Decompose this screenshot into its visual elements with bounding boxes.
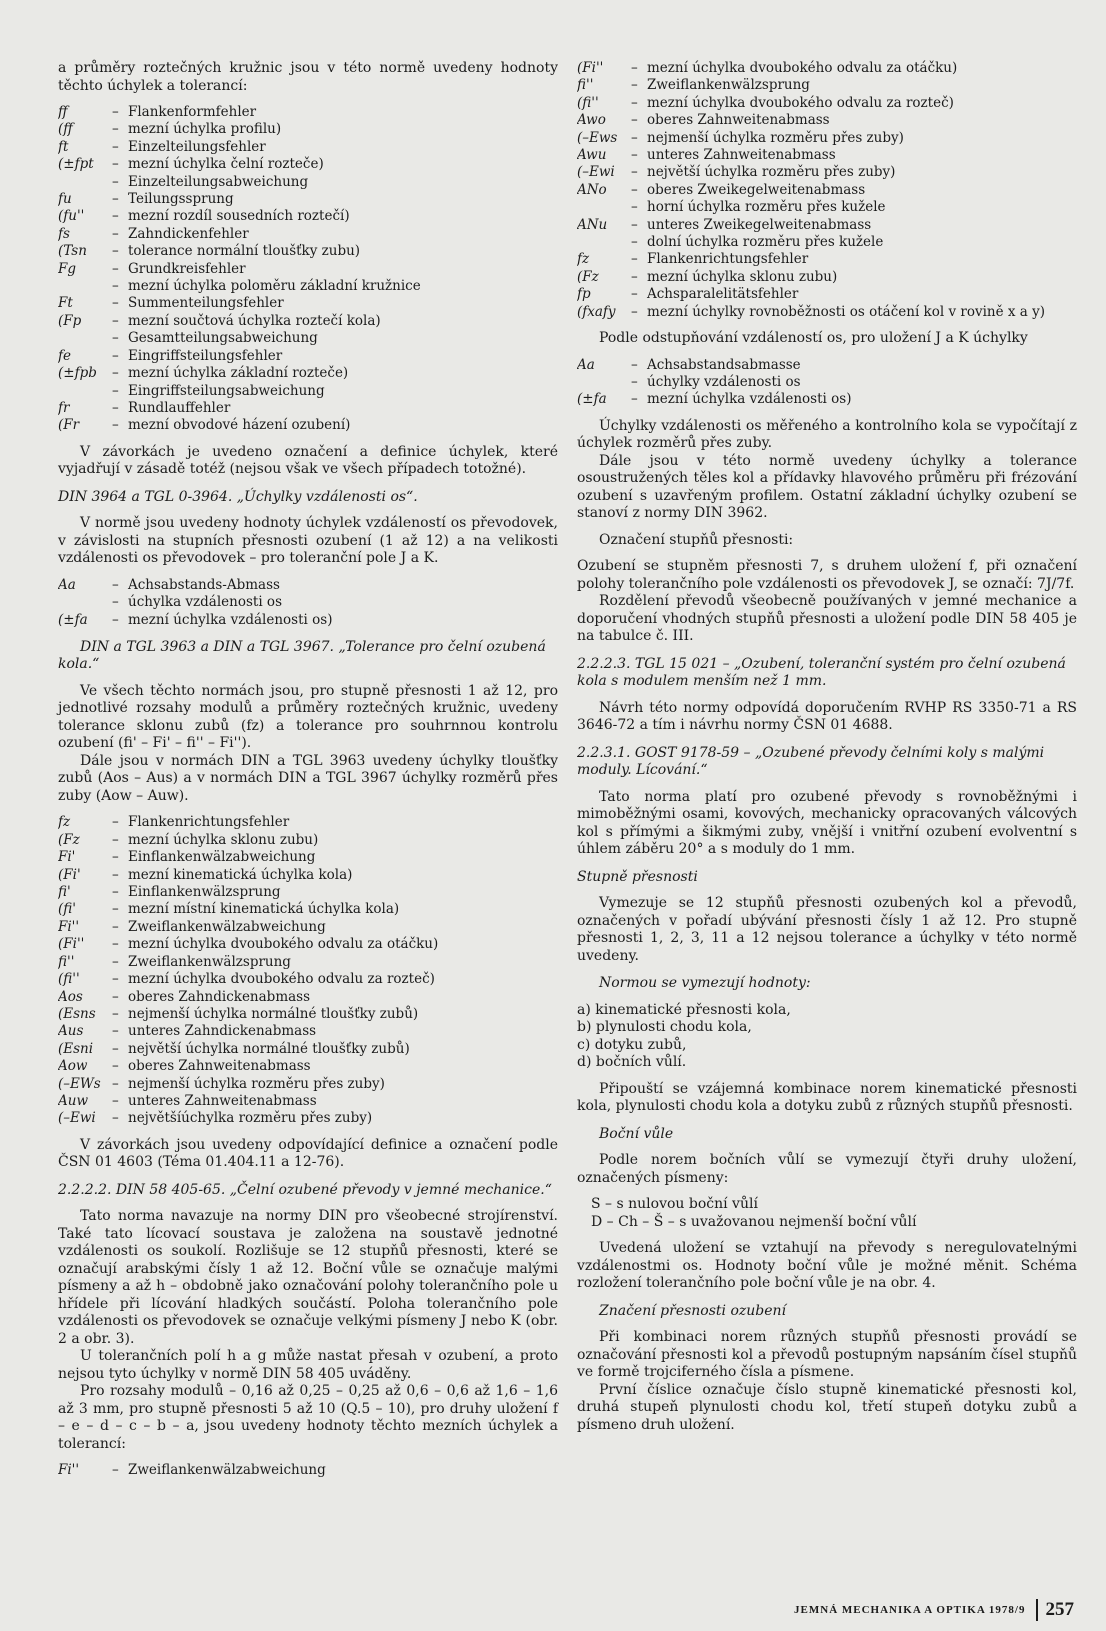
definition-text: úchylka vzdálenosti os — [128, 594, 282, 611]
definition-row — [58, 1110, 558, 1127]
definition-text: Summenteilungsfehler — [128, 295, 284, 312]
definition-text: mezní úchylky rovnoběžnosti os otáčení kol v rovině x a y) — [647, 303, 1046, 320]
dash-separator: – — [112, 1110, 119, 1127]
definition-text: nejmenší úchylka rozměru přes zuby) — [647, 129, 904, 146]
dash-separator: – — [112, 417, 119, 434]
definition-row — [577, 147, 1077, 164]
deviation-list-2 — [58, 577, 558, 629]
definition-text: Flankenrichtungsfehler — [128, 814, 290, 831]
definition-row — [58, 383, 558, 400]
dash-separator: – — [112, 347, 119, 364]
definition-text: Zweiflankenwälzabweichung — [128, 918, 326, 935]
symbol: Fg — [58, 260, 77, 277]
symbol: fi'' — [58, 953, 75, 970]
symbol: fz — [58, 814, 71, 831]
symbol: (fi'' — [577, 94, 599, 111]
deviation-list-3 — [58, 814, 558, 1127]
dash-separator: – — [112, 365, 119, 382]
definition-text: nejmenší úchylka normálné tloušťky zubů) — [128, 1005, 419, 1022]
dash-separator: – — [112, 918, 119, 935]
paragraph: Ve všech těchto normách jsou, pro stupně přesnosti 1 až 12, pro jednotlivé rozsahy modulů a průměry roztečných kružnic, uvedeny tolerance sklonu zubů (fz) a tolerance pro souhrnnou kontrolu ozubení (fi' – Fi' – fi'' – Fi''). — [58, 682, 558, 752]
symbol: (Fi'' — [58, 936, 85, 953]
symbol: fu — [58, 191, 72, 208]
dash-separator: – — [631, 94, 638, 111]
definition-text: mezní úchylka dvoubokého odvalu za rozteč) — [647, 94, 954, 111]
definition-row — [577, 374, 1077, 391]
list-item: S – s nulovou boční vůlí — [591, 1196, 758, 1213]
section-heading: 2.2.2.2. DIN 58 405-65. „Čelní ozubené převody v jemné mechanice.“ — [58, 1181, 552, 1198]
dash-separator: – — [631, 268, 638, 285]
dash-separator: – — [112, 104, 119, 120]
dash-separator: – — [631, 199, 638, 216]
symbol: (fi'' — [58, 971, 80, 988]
dash-separator: – — [631, 216, 638, 233]
symbol: Fi'' — [58, 1462, 80, 1479]
definition-text: mezní úchylka vzdálenosti os) — [647, 391, 852, 408]
dash-separator: – — [112, 849, 119, 866]
definition-row — [577, 77, 1077, 94]
definition-text: mezní rozdíl sousedních roztečí) — [128, 208, 350, 225]
dash-separator: – — [112, 243, 119, 260]
definition-row — [58, 139, 558, 156]
value-list — [577, 1002, 1077, 1072]
definition-text: Rundlauffehler — [128, 399, 231, 416]
definition-row — [58, 243, 558, 260]
definition-row — [58, 884, 558, 901]
dash-separator: – — [112, 814, 119, 831]
definition-text: Zahndickenfehler — [128, 225, 249, 242]
definition-text: úchylky vzdálenosti os — [647, 374, 801, 390]
symbol: (–Ews — [577, 129, 618, 146]
symbol: Awu — [577, 147, 607, 164]
definition-text: oberes Zahnweitenabmass — [128, 1058, 311, 1075]
section-heading: Boční vůle — [599, 1125, 674, 1142]
symbol: (Fp — [58, 312, 82, 329]
list-item: d) bočních vůlí. — [577, 1054, 687, 1071]
symbol: (fxafy — [577, 303, 616, 320]
symbol: fz — [577, 251, 590, 268]
definition-row — [58, 208, 558, 225]
definition-text: mezní kinematická úchylka kola) — [128, 866, 353, 883]
definition-text: Flankenformfehler — [128, 104, 257, 120]
symbol — [577, 234, 631, 251]
definition-text: mezní úchylka poloměru základní kružnice — [128, 278, 421, 295]
definition-row — [58, 612, 558, 629]
list-item: c) dotyku zubů, — [577, 1036, 687, 1053]
symbol: fp — [577, 286, 591, 303]
definition-row — [58, 400, 558, 417]
symbol: (Fz — [58, 831, 80, 848]
deviation-list-1 — [58, 104, 558, 435]
paragraph: V závorkách jsou uvedeny odpovídající definice a označení podle ČSN 01 4603 (Téma 01.404.11 a 12-76). — [58, 1136, 558, 1171]
symbol: ANo — [577, 181, 607, 198]
section-heading: 2.2.3.1. GOST 9178-59 – „Ozubené převody čelními koly s malými moduly. Lícování.“ — [577, 744, 1045, 779]
definition-row — [577, 112, 1077, 129]
symbol: (Esni — [58, 1040, 94, 1057]
definition-row — [58, 1462, 558, 1479]
paragraph: Označení stupňů přesnosti: — [599, 531, 794, 548]
symbol: (Fr — [58, 417, 80, 434]
dash-separator: – — [112, 936, 119, 953]
dash-separator: – — [112, 594, 119, 611]
definition-text: mezní úchylka sklonu zubu) — [128, 831, 319, 848]
definition-text: mezní úchylka čelní rozteče) — [128, 156, 324, 173]
symbol: (Esns — [58, 1005, 96, 1022]
definition-row — [58, 365, 558, 382]
definition-row — [577, 269, 1077, 286]
definition-text: Teilungssprung — [128, 191, 234, 208]
definition-row — [58, 849, 558, 866]
definition-text: Grundkreisfehler — [128, 260, 246, 277]
definition-row — [577, 234, 1077, 251]
symbol: (–Ewi — [577, 164, 615, 181]
definition-text: Achsabstandsabmasse — [647, 356, 801, 373]
dash-separator: – — [631, 286, 638, 303]
definition-text: unteres Zahndickenabmass — [128, 1023, 317, 1040]
definition-row — [58, 348, 558, 365]
deviation-list-6 — [577, 357, 1077, 409]
dash-separator: – — [112, 884, 119, 901]
definition-row — [58, 226, 558, 243]
dash-separator: – — [112, 138, 119, 155]
symbol: (Tsn — [58, 243, 87, 260]
definition-row — [58, 1076, 558, 1093]
dash-separator: – — [112, 1005, 119, 1022]
dash-separator: – — [112, 988, 119, 1005]
dash-separator: – — [631, 391, 638, 408]
paragraph: Ozubení se stupněm přesnosti 7, s druhem uložení f, při označení polohy tolerančního pole vzdálenosti os převodovek J, se označí: 7J/7f. — [577, 558, 1077, 592]
section-heading: Stupně přesnosti — [577, 868, 698, 885]
definition-row — [58, 919, 558, 936]
symbol: ft — [58, 138, 69, 155]
definition-row — [58, 1023, 558, 1040]
paragraph: V závorkách je uvedeno označení a definice úchylek, které vyjadřují v zásadě totéž (nejsou však ve všech případech totožné). — [58, 443, 558, 478]
definition-text: mezní obvodové házení ozubení) — [128, 417, 351, 434]
footer-divider — [1036, 1599, 1038, 1621]
definition-row — [58, 954, 558, 971]
definition-row — [58, 121, 558, 138]
definition-row — [58, 156, 558, 173]
definition-row — [58, 989, 558, 1006]
dash-separator: – — [112, 382, 119, 399]
symbol: fr — [58, 399, 70, 416]
definition-text: oberes Zahndickenabmass — [128, 988, 311, 1005]
definition-row — [58, 191, 558, 208]
symbol: Ft — [58, 295, 73, 312]
definition-text: největší úchylka normálné tloušťky zubů) — [128, 1040, 410, 1057]
dash-separator: – — [631, 164, 638, 181]
definition-text: mezní místní kinematická úchylka kola) — [128, 901, 400, 918]
definition-text: Einzelteilungsabweichung — [128, 173, 309, 190]
paragraph: U tolerančních polí h a g může nastat přesah v ozubení, a proto nejsou tyto úchylky v normě DIN 58 405 uváděny. — [58, 1348, 558, 1382]
definition-row — [577, 182, 1077, 199]
paragraph: Podle norem bočních vůlí se vymezují čtyři druhy uložení, označených písmeny: — [577, 1152, 1077, 1186]
definition-row — [58, 417, 558, 434]
dash-separator: – — [112, 1075, 119, 1092]
dash-separator: – — [631, 147, 638, 164]
definition-row — [58, 936, 558, 953]
right-column — [577, 60, 1077, 1443]
definition-row — [577, 130, 1077, 147]
section-heading: 2.2.2.3. TGL 15 021 – „Ozubení, toleranční systém pro čelní ozubená kola s modulem menším než 1 mm. — [577, 655, 1066, 690]
definition-row — [58, 901, 558, 918]
definition-row — [58, 278, 558, 295]
paragraph: V normě jsou uvedeny hodnoty úchylek vzdáleností os převodovek, v závislosti na stupních přesnosti ozubení (1 až 12) a na velikosti vzdálenosti os převodovek – pro toleranční pole J a K. — [58, 515, 558, 567]
definition-row — [577, 164, 1077, 181]
dash-separator: – — [631, 112, 638, 129]
symbol: (–EWs — [58, 1075, 101, 1092]
definition-text: Eingriffsteilungsabweichung — [128, 382, 325, 399]
paragraph: Dále jsou v této normě uvedeny úchylky a tolerance osoustružených těles kol a přídavky hlavového průměru při frézování ozubení s uzavřeným profilem. Ostatní základní úchylky ozubení se stanoví z normy DIN 3962. — [577, 452, 1077, 522]
definition-text: mezní úchylka dvoubokého odvalu za otáčku) — [128, 936, 439, 953]
paragraph: Pro rozsahy modulů – 0,16 až 0,25 – 0,25 až 0,6 – 0,6 až 1,6 – 1,6 až 3 mm, pro stupně přesnosti 5 až 10 (Q.5 – 10), pro druhy uložení f – e – d – c – b – a, jsou uvedeny hodnoty těchto mezních úchylek a tolerancí: — [58, 1383, 558, 1452]
dash-separator: – — [112, 225, 119, 242]
definition-row — [58, 261, 558, 278]
dash-separator: – — [112, 831, 119, 848]
paragraph: Podle odstupňování vzdáleností os, pro uložení J a K úchylky — [599, 330, 1028, 347]
deviation-list-5 — [577, 60, 1077, 321]
dash-separator: – — [631, 303, 638, 320]
dash-separator: – — [112, 1023, 119, 1040]
definition-text: dolní úchylka rozměru přes kužele — [647, 234, 884, 251]
definition-text: horní úchylka rozměru přes kužele — [647, 199, 886, 216]
definition-row — [58, 174, 558, 191]
definition-row — [58, 1006, 558, 1023]
definition-row — [58, 1058, 558, 1075]
symbol: fi'' — [577, 77, 594, 94]
definition-row — [577, 95, 1077, 112]
definition-text: mezní úchylka dvoubokého odvalu za otáčku) — [647, 60, 958, 76]
definition-text: Einflankenwälzsprung — [128, 884, 281, 901]
definition-text: mezní součtová úchylka roztečí kola) — [128, 312, 381, 329]
definition-row — [58, 594, 558, 611]
symbol: (Fi' — [58, 866, 81, 883]
definition-text: největší úchylka rozměru přes zuby) — [647, 164, 896, 181]
definition-row — [58, 814, 558, 831]
definition-text: mezní úchylka základní rozteče) — [128, 365, 349, 382]
symbol — [577, 199, 631, 216]
definition-row — [577, 357, 1077, 374]
definition-row — [58, 330, 558, 347]
page-number: 257 — [1045, 1599, 1074, 1620]
dash-separator: – — [112, 866, 119, 883]
fit-list — [577, 1196, 1077, 1231]
journal-title: JEMNÁ MECHANIKA A OPTIKA 1978/9 — [794, 1604, 1026, 1616]
definition-text: největšíúchylka rozměru přes zuby) — [128, 1110, 373, 1127]
dash-separator: – — [112, 1058, 119, 1075]
page-footer — [794, 1599, 1074, 1621]
definition-row — [577, 199, 1077, 216]
symbol: (±fpb — [58, 365, 97, 382]
dash-separator: – — [631, 234, 638, 251]
definition-text: Einflankenwälzabweichung — [128, 849, 316, 866]
symbol: Aa — [58, 576, 76, 593]
definition-row — [58, 867, 558, 884]
definition-row — [577, 286, 1077, 303]
definition-text: Eingriffsteilungsfehler — [128, 347, 283, 364]
symbol: (fi' — [58, 901, 76, 918]
deviation-list-4 — [58, 1462, 558, 1479]
list-item: a) kinematické přesnosti kola, — [577, 1001, 791, 1018]
paragraph: Uvedená uložení se vztahují na převody s neregulovatelnými vzdálenostmi os. Hodnoty boční vůle je možné měnit. Schéma rozložení tolerančního pole boční vůle je na obr. 4. — [577, 1240, 1077, 1292]
symbol: (±fa — [577, 391, 607, 408]
definition-row — [58, 295, 558, 312]
symbol — [58, 330, 112, 347]
symbol — [577, 374, 631, 391]
definition-row — [577, 251, 1077, 268]
symbol — [58, 278, 112, 295]
dash-separator: – — [631, 374, 638, 390]
paragraph: Návrh této normy odpovídá doporučením RVHP RS 3350-71 a RS 3646-72 a tím i návrhu normy ČSN 01 4688. — [577, 699, 1077, 734]
paragraph: Rozdělení převodů všeobecně používaných v jemné mechanice a doporučení vhodných stupňů přesnosti a uložení podle DIN 58 405 je na tabulce č. III. — [577, 593, 1077, 645]
dash-separator: – — [631, 356, 638, 373]
definition-text: mezní úchylka vzdálenosti os) — [128, 611, 333, 628]
paragraph: První číslice označuje číslo stupně kinematické přesnosti kol, druhá stupeň plynulosti chodu kol, třetí stupeň dotyku zubů a písmeno druh uložení. — [577, 1381, 1077, 1433]
paragraph: Tato norma navazuje na normy DIN pro všeobecné strojírenství. Také tato lícovací soustava je založena na soustavě jednotné vzdálenosti os soukolí. Rozlišuje se 12 stupňů přesnosti, které se označují arabskými čísly 1 až 12. Boční vůle se označuje malými písmeny a až h – obdobně jako označování polohy tolerančního pole u hřídele při lícování hladkých součástí. Poloha tolerančního pole vzdálenosti os převodovek se označuje velkými písmeny J nebo K (obr. 2 a obr. 3). — [58, 1208, 558, 1347]
dash-separator: – — [631, 60, 638, 76]
dash-separator: – — [112, 901, 119, 918]
definition-row — [577, 217, 1077, 234]
symbol — [58, 383, 112, 400]
symbol: fe — [58, 347, 71, 364]
dash-separator: – — [112, 295, 119, 312]
symbol: (Fi'' — [577, 60, 604, 76]
symbol: Awo — [577, 112, 606, 129]
paragraph: Při kombinaci norem různých stupňů přesnosti provádí se označování přesnosti kol a převodů postupným napsáním čísel stupňů ve formě trojciferného čísla a písmene. — [577, 1329, 1077, 1381]
definition-text: tolerance normální tloušťky zubu) — [128, 243, 361, 260]
dash-separator: – — [112, 121, 119, 138]
definition-row — [58, 1041, 558, 1058]
dash-separator: – — [112, 576, 119, 593]
definition-text: unteres Zahnweitenabmass — [128, 1092, 317, 1109]
dash-separator: – — [112, 191, 119, 208]
definition-row — [58, 577, 558, 594]
dash-separator: – — [112, 208, 119, 225]
dash-separator: – — [112, 330, 119, 347]
symbol: (±fpt — [58, 156, 94, 173]
definition-text: Flankenrichtungsfehler — [647, 251, 809, 268]
symbol: (±fa — [58, 611, 88, 628]
section-heading: Normou se vymezují hodnoty: — [599, 975, 811, 992]
definition-text: oberes Zweikegelweitenabmass — [647, 181, 866, 198]
definition-text: mezní úchylka dvoubokého odvalu za rozteč) — [128, 971, 435, 988]
definition-row — [58, 1093, 558, 1110]
paragraph: Dále jsou v normách DIN a TGL 3963 uvedeny úchylky tloušťky zubů (Aos – Aus) a v normách DIN a TGL 3967 úchylky rozměrů přes zuby (Aow – Auw). — [58, 752, 558, 804]
symbol: Aa — [577, 356, 595, 373]
symbol: (ff — [58, 121, 73, 138]
symbol: fi' — [58, 884, 71, 901]
definition-row — [577, 60, 1077, 77]
symbol: Aus — [58, 1023, 84, 1040]
symbol: fs — [58, 225, 70, 242]
left-column — [58, 60, 558, 1489]
section-heading: DIN a TGL 3963 a DIN a TGL 3967. „Tolerance pro čelní ozubená kola.“ — [58, 638, 546, 673]
dash-separator: – — [631, 181, 638, 198]
definition-text: Zweiflankenwälzabweichung — [128, 1462, 326, 1479]
definition-text: Achsparalelitätsfehler — [647, 286, 799, 303]
symbol: Fi' — [58, 849, 76, 866]
paragraph: Tato norma platí pro ozubené převody s rovnoběžnými i mimoběžnými osami, kovových, mechanicky opracovaných válcových kol s přímými a šikmými zuby, vnější i vnitřní ozubení evolventní s úhlem záběru 20° a s moduly do 1 mm. — [577, 788, 1077, 858]
dash-separator: – — [112, 1462, 119, 1479]
definition-text: Zweiflankenwälzsprung — [128, 953, 291, 970]
definition-text: nejmenší úchylka rozměru přes zuby) — [128, 1075, 385, 1092]
symbol: Aow — [58, 1058, 88, 1075]
dash-separator: – — [112, 399, 119, 416]
symbol — [58, 174, 112, 191]
symbol: (Fz — [577, 268, 599, 285]
section-heading: DIN 3964 a TGL 0-3964. „Úchylky vzdálenosti os“. — [58, 488, 418, 505]
dash-separator: – — [112, 953, 119, 970]
dash-separator: – — [631, 251, 638, 268]
dash-separator: – — [112, 156, 119, 173]
symbol: ANu — [577, 216, 608, 233]
definition-text: Gesamtteilungsabweichung — [128, 330, 318, 347]
paragraph: Připouští se vzájemná kombinace norem kinematické přesnosti kola, plynulosti chodu kola a dotyku zubů z různých stupňů přesnosti. — [577, 1080, 1077, 1115]
dash-separator: – — [112, 1040, 119, 1057]
definition-row — [577, 304, 1077, 321]
paragraph: Vymezuje se 12 stupňů přesnosti ozubených kol a převodů, označených v pořadí ubývání přesnosti čísly 1 až 12. Pro stupně přesnosti 1, 2, 3, 11 a 12 nejsou tolerance a úchylky v této normě uvedeny. — [577, 895, 1077, 964]
paragraph: Úchylky vzdálenosti os měřeného a kontrolního kola se vypočítají z úchylek rozměrů přes zuby. — [577, 417, 1077, 452]
definition-text: oberes Zahnweitenabmass — [647, 112, 830, 129]
symbol: (–Ewi — [58, 1110, 96, 1127]
dash-separator: – — [631, 77, 638, 94]
symbol — [58, 594, 112, 611]
dash-separator: – — [112, 278, 119, 295]
list-item: D – Ch – Š – s uvažovanou nejmenší boční vůlí — [591, 1213, 917, 1230]
dash-separator: – — [112, 312, 119, 329]
definition-row — [58, 832, 558, 849]
definition-text: Zweiflankenwälzsprung — [647, 77, 810, 94]
definition-text: mezní úchylka profilu) — [128, 121, 282, 138]
dash-separator: – — [112, 1092, 119, 1109]
definition-row — [58, 313, 558, 330]
dash-separator: – — [112, 971, 119, 988]
symbol: (fu'' — [58, 208, 85, 225]
symbol: Aos — [58, 988, 83, 1005]
dash-separator: – — [631, 129, 638, 146]
intro-paragraph: a průměry roztečných kružnic jsou v této normě uvedeny hodnoty těchto úchylek a tolerancí: — [58, 60, 558, 94]
definition-row — [58, 104, 558, 121]
symbol: Fi'' — [58, 918, 80, 935]
definition-text: mezní úchylka sklonu zubu) — [647, 268, 838, 285]
definition-row — [577, 391, 1077, 408]
definition-text: unteres Zahnweitenabmass — [647, 147, 836, 164]
dash-separator: – — [112, 611, 119, 628]
definition-text: Einzelteilungsfehler — [128, 138, 266, 155]
symbol: ff — [58, 104, 68, 120]
definition-text: Achsabstands-Abmass — [128, 576, 280, 593]
dash-separator: – — [112, 260, 119, 277]
dash-separator: – — [112, 173, 119, 190]
list-item: b) plynulosti chodu kola, — [577, 1019, 752, 1036]
definition-text: unteres Zweikegelweitenabmass — [647, 216, 872, 233]
definition-row — [58, 971, 558, 988]
symbol: Auw — [58, 1092, 88, 1109]
section-heading: Značení přesnosti ozubení — [599, 1302, 787, 1319]
